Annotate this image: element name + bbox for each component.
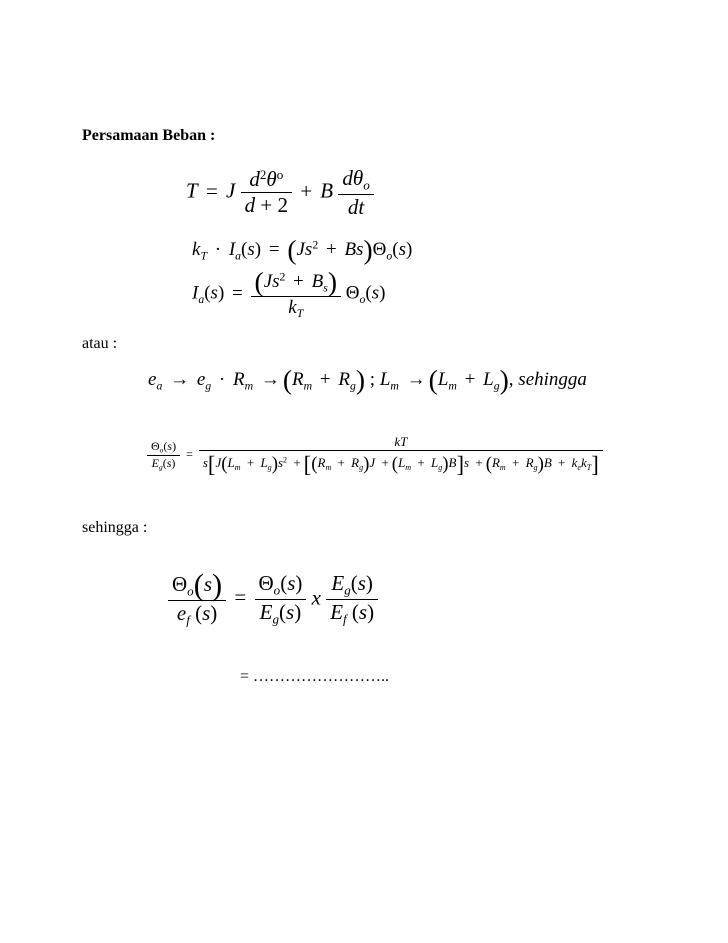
section-heading: Persamaan Beban : (82, 127, 216, 144)
equation-torque (186, 166, 374, 220)
equation-overall-transfer: $\frac{\Theta_o(s)}{e_f (s)}$ = $\frac{\Theta_o(s)}{E_g(s)}$ x $\frac{E_g(s)}{E_f (s)}$ (168, 570, 378, 629)
eq1-frac1-den: d + 2 (241, 192, 292, 218)
eq1-frac2-num: $d\theta_o$ (342, 166, 370, 193)
eq1-frac-2 (338, 166, 373, 220)
eq4-sehingga: sehingga (518, 369, 587, 391)
eq1-equals: = (205, 178, 218, 203)
eq1-lhs: T (186, 178, 198, 203)
eq1-frac1-num: $d^2\theta^o$ (249, 167, 284, 192)
equation-current-relation: $k_T \cdot I_a(s) = (Js^2 + Bs)\Theta_o(s)$ (192, 234, 413, 265)
eq1-plus: + (300, 178, 313, 203)
eq1-B: B (320, 178, 334, 203)
equation-current: $I_a(s)$ = $\frac{(Js^2 + B_s)}{k_T}$ $\Theta_o(s)$ (192, 266, 386, 320)
result-line: = …………………….. (240, 668, 390, 685)
eq1-frac-1 (241, 167, 292, 218)
equation-transfer-motor: $\frac{\Theta_o(s)}{E_g(s)}$ = kT $s[J(L_m + L_g)s^2 + [(R_m + R_g)J + (L_m + L_g)B]s + (R_m + R_g)B + k_ek_T]$ (147, 434, 603, 477)
eq5-numerator: kT (394, 434, 408, 449)
eq1-J: J (226, 178, 236, 203)
atau-label: atau : (82, 335, 118, 352)
sehingga-label: sehingga : (82, 519, 148, 536)
eq6-x: x (311, 585, 321, 610)
equation-substitution: $e_a \to e_g \cdot R_m \to (R_m + R_g)$ ; $L_m \to (L_m + L_g)$, sehingga (148, 364, 587, 395)
eq1-frac2-den: dt (338, 194, 373, 220)
